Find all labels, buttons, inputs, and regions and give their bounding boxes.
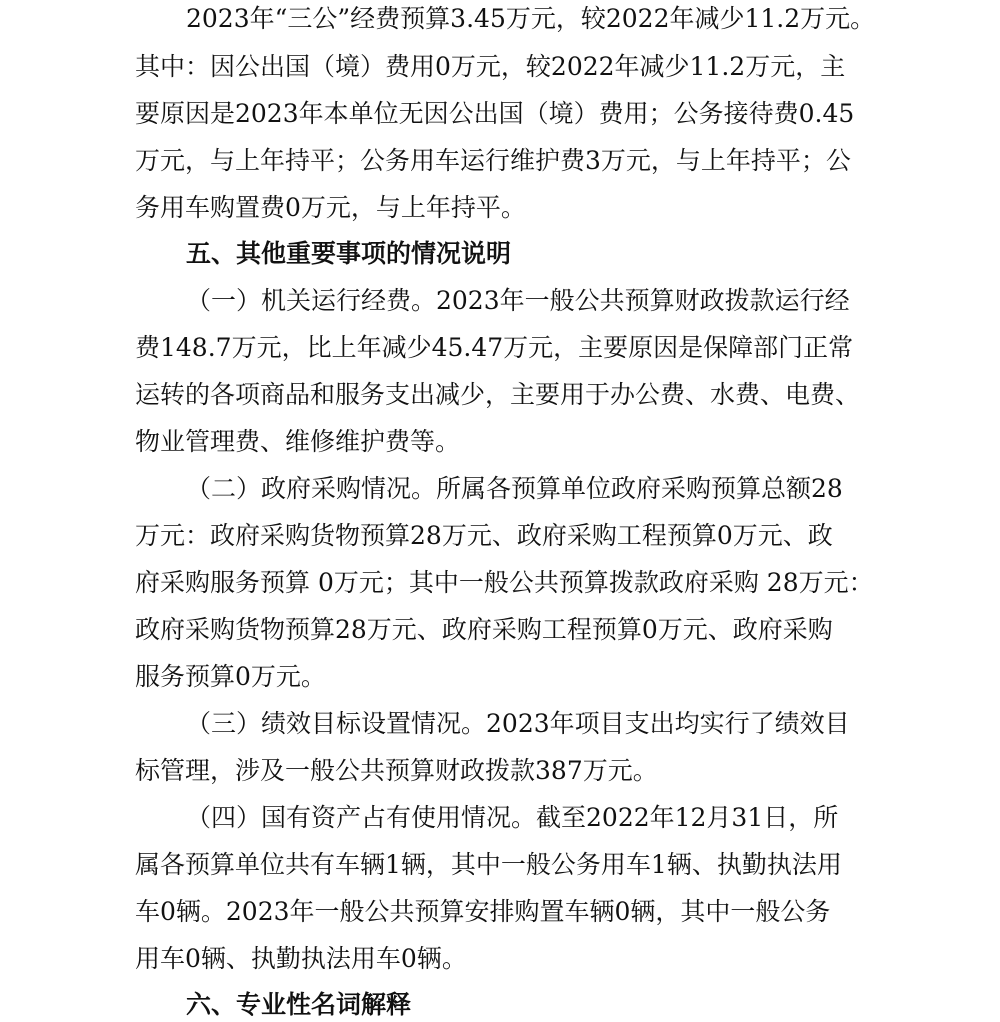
paragraph-line-8: 运转的各项商品和服务支出减少，主要用于办公费、水费、电费、 <box>135 380 861 409</box>
paragraph-line-14: 服务预算0万元。 <box>135 662 326 691</box>
paragraph-line-11: 万元：政府采购货物预算28万元、政府采购工程预算0万元、政 <box>135 521 833 550</box>
paragraph-line-12: 府采购服务预算 0万元；其中一般公共预算拨款政府采购 28万元： <box>135 568 874 597</box>
paragraph-line-3: 要原因是2023年本单位无因公出国（境）费用；公务接待费0.45 <box>135 99 855 128</box>
paragraph-line-15: （三）绩效目标设置情况。2023年项目支出均实行了绩效目 <box>186 709 850 738</box>
paragraph-line-16: 标管理，涉及一般公共预算财政拨款387万元。 <box>135 756 658 785</box>
paragraph-line-5: 务用车购置费0万元，与上年持平。 <box>135 193 526 222</box>
paragraph-line-6: （一）机关运行经费。2023年一般公共预算财政拨款运行经 <box>186 286 850 315</box>
section-heading-6: 六、专业性名词解释 <box>186 990 412 1019</box>
paragraph-line-9: 物业管理费、维修维护费等。 <box>135 427 461 456</box>
paragraph-line-4: 万元，与上年持平；公务用车运行维护费3万元，与上年持平；公 <box>135 146 851 175</box>
section-heading-5: 五、其他重要事项的情况说明 <box>186 239 512 268</box>
paragraph-line-18: 属各预算单位共有车辆1辆，其中一般公务用车1辆、执勤执法用 <box>135 850 842 879</box>
paragraph-line-7: 费148.7万元，比上年减少45.47万元，主要原因是保障部门正常 <box>135 333 854 362</box>
paragraph-line-1: 2023年“三公”经费预算3.45万元，较2022年减少11.2万元。 <box>186 4 876 33</box>
paragraph-line-10: （二）政府采购情况。所属各预算单位政府采购预算总额28 <box>186 474 843 503</box>
paragraph-line-2: 其中：因公出国（境）费用0万元，较2022年减少11.2万元，主 <box>135 52 846 81</box>
paragraph-line-13: 政府采购货物预算28万元、政府采购工程预算0万元、政府采购 <box>135 615 833 644</box>
paragraph-line-19: 车0辆。2023年一般公共预算安排购置车辆0辆，其中一般公务 <box>135 897 831 926</box>
paragraph-line-17: （四）国有资产占有使用情况。截至2022年12月31日，所 <box>186 803 839 832</box>
paragraph-line-20: 用车0辆、执勤执法用车0辆。 <box>135 944 467 973</box>
